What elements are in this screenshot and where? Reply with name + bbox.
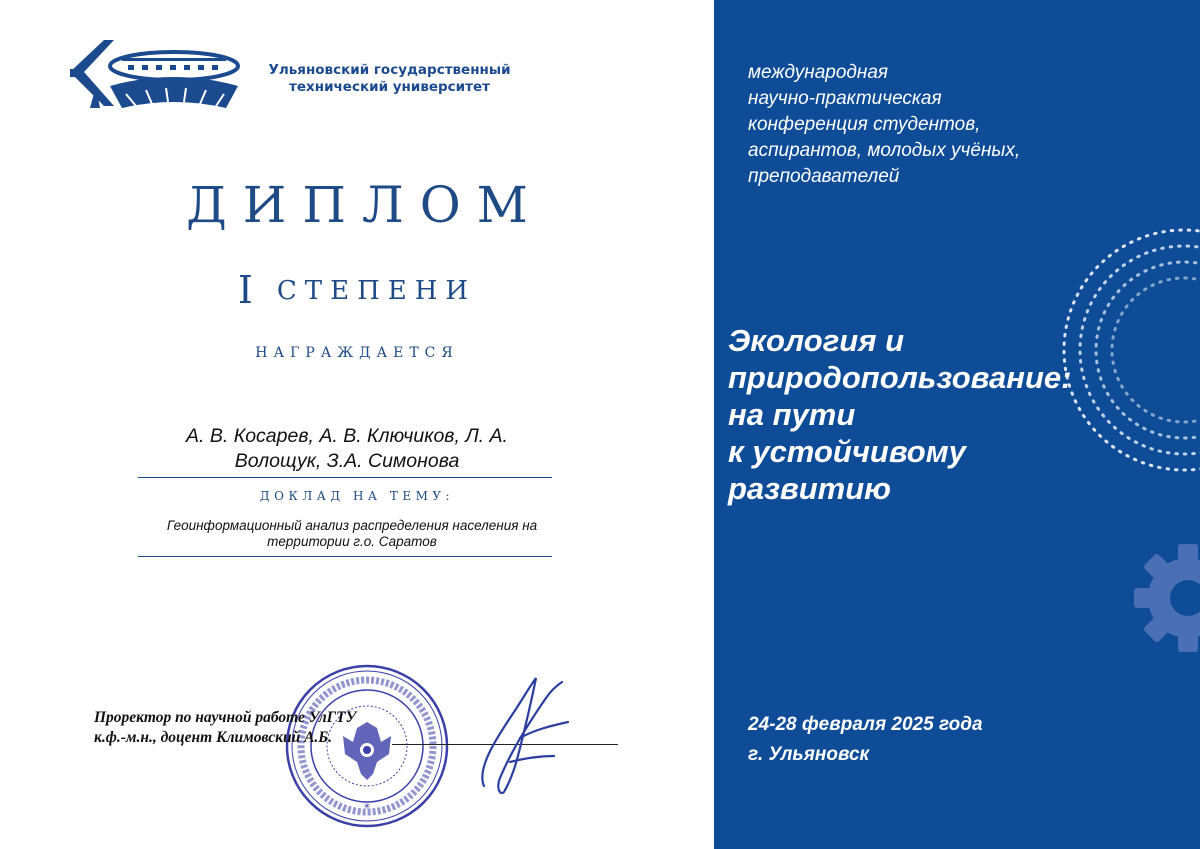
report-label: ДОКЛАД НА ТЕМУ: — [259, 489, 455, 503]
report-topic-line2: территории г.о. Саратов — [267, 534, 437, 549]
conference-description — [748, 60, 1020, 190]
signatory-position: Проректор по научной работе УлГТУ — [94, 709, 357, 726]
conference-line2: научно-практическая — [748, 88, 942, 109]
report-topic-line1: Геоинформационный анализ распределения населения на — [166, 518, 538, 533]
signatory — [94, 708, 356, 748]
handwritten-signature — [470, 668, 580, 798]
recipients-underline — [138, 477, 552, 478]
gear-icon — [1128, 538, 1200, 658]
report-topic — [128, 518, 576, 550]
theme-line2: природопользование: — [728, 360, 1072, 395]
conference-line1: международная — [748, 62, 889, 83]
theme-line5: развитию — [728, 471, 891, 506]
report-underline — [138, 556, 552, 557]
conference-line3: конференция студентов, — [748, 114, 981, 135]
svg-text:*: * — [364, 801, 370, 815]
theme-line3: на пути — [728, 397, 856, 432]
university-name — [252, 62, 527, 96]
recipients-line1: А. В. Косарев, А. В. Ключиков, Л. А. — [186, 425, 508, 447]
conference-line4: аспирантов, молодых учёных, — [748, 140, 1021, 161]
signatory-name: к.ф.-м.н., доцент Климовский А.Б. — [94, 729, 333, 746]
conference-theme — [728, 322, 1071, 507]
degree-word: СТЕПЕНИ — [276, 276, 477, 306]
conference-line5: преподавателей — [748, 166, 900, 187]
diploma-degree — [0, 268, 714, 312]
theme-line4: к устойчивому — [728, 434, 966, 469]
theme-line1: Экология и — [728, 323, 905, 358]
degree-numeral: I — [237, 268, 253, 312]
dotted-rings-decoration — [1054, 220, 1200, 480]
event-details — [748, 710, 983, 770]
university-name-line1: Ульяновский государственный — [268, 62, 511, 78]
event-city: г. Ульяновск — [748, 744, 870, 765]
awarded-label: НАГРАЖДАЕТСЯ — [255, 345, 459, 361]
university-logo — [66, 36, 241, 116]
recipients — [140, 424, 554, 474]
diploma-title: ДИПЛОМ — [186, 176, 544, 234]
university-name-line2: технический университет — [289, 79, 490, 95]
event-dates: 24-28 февраля 2025 года — [748, 714, 983, 735]
recipients-line2: Волощук, З.А. Симонова — [234, 450, 460, 472]
conference-panel — [714, 0, 1200, 849]
